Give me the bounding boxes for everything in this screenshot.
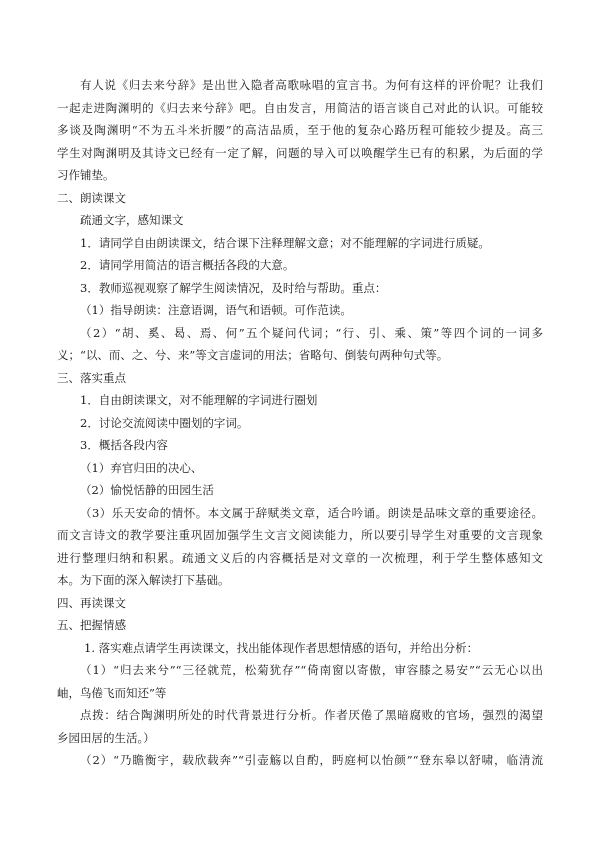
paragraph-line: 点拨：结合陶渊明所处的时代背景进行分析。作者厌倦了黑暗腐败的官场，强烈的渴望: [80, 708, 543, 722]
list-item: 1. 落实难点请学生再读课文，找出能体现作者思想情感的语句，并给出分析：: [84, 640, 479, 655]
list-item: （1）指导朗读：注意语调，语气和语顿。可作范读。: [80, 303, 352, 317]
list-item: 2．请同学用简洁的语言概括各段的大意。: [80, 258, 295, 272]
list-item: （2）愉悦恬静的田园生活: [80, 483, 214, 497]
list-item: （1）“归去来兮”“三径就荒，松菊犹存”“倚南窗以寄傲，审容膝之易安”“云无心以出: [80, 663, 543, 677]
subheading: 疏通文字，感知课文: [80, 213, 184, 227]
list-item: 1．请同学自由朗读课文，结合课下注释理解文意；对不能理解的字词进行质疑。: [80, 235, 490, 250]
section-heading: 三、落实重点: [57, 370, 126, 385]
paragraph-line: 进行整理归纳和积累。疏通文义后的内容概括是对文章的一次梳理，利于学生整体感知文: [57, 550, 543, 565]
list-item: 2．讨论交流阅读中圈划的字词。: [80, 415, 249, 430]
paragraph-line: 义；“以、而、之、兮、来”等文言虚词的用法；省略句、倒装句两种句式等。: [57, 348, 449, 362]
list-item: （2）“乃瞻衡宇，载欣载奔”“引壶觞以自酌，眄庭柯以怡颜”“登东皋以舒啸，临清流: [80, 753, 543, 767]
list-item: （3）乐天安命的情怀。本文属于辞赋类文章，适合吟诵。朗读是品味文章的重要途径。: [80, 505, 543, 520]
list-item: （1）弃官归田的决心、: [80, 460, 203, 475]
section-heading: 二、朗读课文: [57, 190, 126, 205]
paragraph-line: 习作铺垫。: [57, 168, 115, 182]
paragraph-line: 乡园田居的生活。）: [57, 730, 155, 745]
paragraph-line: 有人说《归去来兮辞》是出世入隐者高歌咏唱的宣言书。为何有这样的评价呢？让我们: [80, 78, 543, 92]
list-item: 3．教师巡视观察了解学生阅读情况，及时给与帮助。重点：: [80, 280, 387, 295]
section-heading: 五、把握情感: [57, 618, 126, 632]
list-item: 1．自由朗读课文，对不能理解的字词进行圈划: [80, 393, 318, 407]
paragraph-line: 学生对陶渊明及其诗文已经有一定了解，问题的导入可以唤醒学生已有的积累，为后面的学: [57, 145, 543, 160]
paragraph-line: 一起走进陶渊明的《归去来兮辞》吧。自由发言，用简洁的语言谈自己对此的认识。可能较: [57, 100, 543, 115]
list-item: 3．概括各段内容: [80, 438, 168, 452]
section-heading: 四、再读课文: [57, 595, 126, 610]
paragraph-line: 多谈及陶渊明“不为五斗米折腰”的高洁品质，至于他的复杂心路历程可能较少提及。高三: [57, 123, 543, 137]
paragraph-line: 本。为下面的深入解读打下基础。: [57, 573, 230, 587]
paragraph-line: 岫，鸟倦飞而知还”等: [57, 685, 167, 700]
document-body: [57, 74, 543, 772]
list-item: （2）“胡、奚、曷、焉、何”五个疑问代词；“行、引、乘、策”等四个词的一词多: [80, 325, 543, 340]
paragraph-line: 而文言诗文的教学要注重巩固加强学生文言文阅读能力，所以要引导学生对重要的文言现象: [57, 528, 543, 542]
